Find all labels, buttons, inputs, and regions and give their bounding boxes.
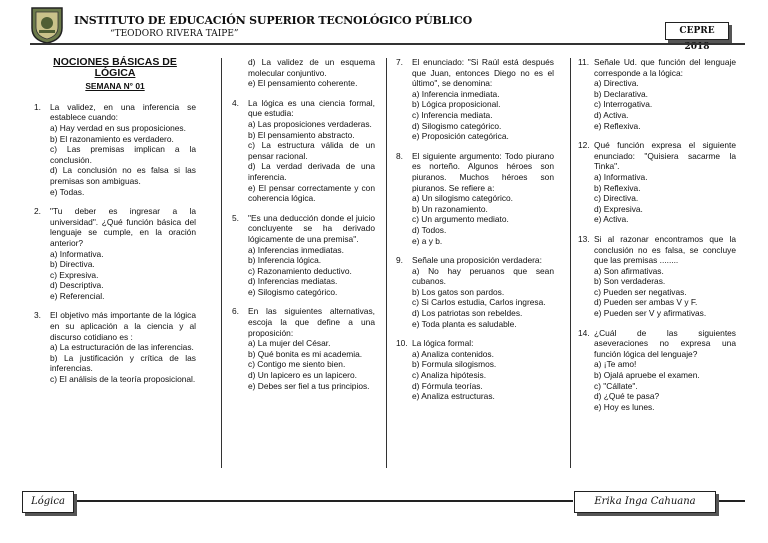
option: c) Expresiva.: [50, 269, 99, 280]
option: e) Todas.: [50, 186, 85, 197]
option: d) Descriptiva.: [50, 280, 104, 291]
cepre-badge: CEPRE 2018: [665, 22, 729, 40]
option: e) Debes ser fiel a tus principios.: [248, 380, 370, 391]
question-text: "Tu deber es ingresar a la universidad". ¿Qué función básica del lenguaje se cumple, en la oración anterior?: [50, 206, 196, 248]
question-12: [578, 140, 736, 225]
option: b) Formula silogismos.: [412, 359, 497, 370]
option: c) Un argumento mediato.: [412, 214, 509, 225]
question-number: 1.: [34, 101, 41, 112]
institute-logo-icon: [30, 6, 64, 44]
question-text: Señale una proposición verdadera:: [412, 255, 542, 266]
option: c) Directiva.: [594, 193, 639, 204]
question-8: [396, 151, 554, 246]
option: e) Referencial.: [50, 290, 105, 301]
option: e) Silogismo categórico.: [248, 286, 338, 297]
question-text: Señale Ud. que función del lenguaje corresponde a la lógica:: [594, 57, 736, 78]
question-text: La lógica es una ciencia formal, que estudia:: [248, 97, 375, 119]
footer-divider: [68, 500, 573, 502]
option: a) Son afirmativas.: [594, 265, 664, 276]
question-text: En las siguientes alternativas, escoja la que define a una proposición:: [248, 306, 375, 338]
option: d) ¿Qué te pasa?: [594, 391, 660, 402]
option: e) El pensamiento coherente.: [248, 78, 358, 89]
question-number: 14.: [578, 327, 590, 338]
question-number: 9.: [396, 255, 403, 266]
option: e) Reflexiva.: [594, 120, 641, 131]
option: c) Pueden ser negativas.: [594, 286, 687, 297]
question-number: 8.: [396, 150, 403, 161]
document-title: NOCIONES BÁSICAS DE LÓGICA: [53, 56, 177, 79]
option: b) Inferencia lógica.: [248, 255, 322, 266]
option: e) Analiza estructuras.: [412, 391, 495, 402]
question-3: [34, 310, 196, 384]
question-number: 12.: [578, 140, 590, 151]
column-divider: [570, 58, 571, 468]
option: d) Los patriotas son rebeldes.: [412, 308, 523, 319]
question-number: 3.: [34, 310, 41, 321]
option: e) Pueden ser V y afirmativas.: [594, 308, 707, 319]
question-text: Si al razonar encontramos que la conclusión no es falsa, se concluye que las premisas ........: [594, 233, 736, 266]
option: a) Un silogismo categórico.: [412, 193, 514, 204]
option: d) Expresiva.: [594, 203, 643, 214]
question-number: 4.: [232, 97, 239, 108]
option: b) El pensamiento abstracto.: [248, 129, 355, 140]
option: b) Los gatos son pardos.: [412, 286, 505, 297]
option: b) Directiva.: [50, 259, 95, 270]
question-number: 5.: [232, 212, 239, 223]
option: c) Interrogativa.: [594, 99, 653, 110]
column-4: [578, 57, 736, 421]
page-header: [0, 0, 768, 50]
question-text: La lógica formal:: [412, 338, 474, 349]
option: d) Pueden ser ambas V y F.: [594, 297, 698, 308]
option: e) El pensar correctamente y con coherencia lógica.: [248, 182, 375, 204]
question-3-continued: [232, 57, 375, 89]
question-number: 13.: [578, 233, 590, 244]
option: a) Directiva.: [594, 78, 639, 89]
option: a) Informativa.: [50, 248, 104, 259]
option: d) La conclusión no es falsa si las premisas son ambiguas.: [50, 165, 196, 186]
option: a) Informativa.: [594, 171, 648, 182]
option: e) Hoy es lunes.: [594, 401, 655, 412]
option: b) Reflexiva.: [594, 182, 641, 193]
option: e) Proposición categórica.: [412, 131, 509, 142]
option: c) Las premisas implican a la conclusión.: [50, 144, 196, 165]
option: c) Si Carlos estudia, Carlos ingresa.: [412, 297, 546, 308]
week-label: SEMANA N° 01: [85, 81, 145, 92]
question-number: 2.: [34, 206, 41, 217]
question-text: La validez, en una inferencia se establece cuando:: [50, 101, 196, 123]
question-5: [232, 213, 375, 298]
footer-author: Erika Inga Cahuana: [574, 491, 716, 513]
question-6: [232, 306, 375, 391]
option: d) La validez de un esquema molecular conjuntivo.: [248, 57, 375, 78]
column-2: [232, 57, 375, 400]
institute-name: INSTITUTO DE EDUCACIÓN SUPERIOR TECNOLÓGICO PÚBLICO: [74, 14, 472, 27]
column-1: [34, 57, 196, 394]
header-divider: [30, 43, 745, 45]
option: d) Activa.: [594, 109, 629, 120]
question-9: [396, 255, 554, 329]
question-text: "Es una deducción donde el juicio concluyente se ha derivado lógicamente de una premisa".: [248, 212, 375, 244]
option: b) Qué bonita es mi academia.: [248, 348, 363, 359]
column-divider: [386, 58, 387, 468]
option: b) Ojalá apruebe el examen.: [594, 370, 700, 381]
option: a) Las proposiciones verdaderas.: [248, 118, 372, 129]
option: d) Un lapicero es un lapicero.: [248, 370, 357, 381]
question-text: Qué función expresa el siguiente enunciado: "Quisiera sacarme la Tinka".: [594, 140, 736, 172]
option: a) No hay peruanos que sean cubanos.: [412, 265, 554, 287]
option: c) "Cállate".: [594, 380, 638, 391]
question-1: [34, 102, 196, 197]
question-text: El siguiente argumento: Todo piurano es norteño. Algunos héroes son piuranos. Muchos héroes son piuranos. Se refiere a:: [412, 150, 554, 193]
footer-subject: Lógica: [22, 491, 74, 513]
option: a) Hay verdad en sus proposiciones.: [50, 122, 186, 133]
option: b) Lógica proposicional.: [412, 99, 501, 110]
option: c) La estructura válida de un pensar racional.: [248, 140, 375, 161]
option: c) Contigo me siento bien.: [248, 359, 346, 370]
question-number: 10.: [396, 338, 408, 349]
option: d) Inferencias mediatas.: [248, 276, 338, 287]
option: c) Inferencia mediata.: [412, 109, 493, 120]
option: a) La mujer del César.: [248, 338, 331, 349]
option: c) Razonamiento deductivo.: [248, 265, 352, 276]
question-number: 7.: [396, 57, 403, 67]
option: b) Declarativa.: [594, 88, 648, 99]
option: a) Inferencia inmediata.: [412, 88, 500, 99]
option: a) La estructuración de las inferencias.: [50, 342, 194, 353]
option: a) Inferencias inmediatas.: [248, 244, 344, 255]
option: a) ¡Te amo!: [594, 359, 637, 370]
option: b) Son verdaderas.: [594, 276, 666, 287]
column-divider: [221, 58, 222, 468]
question-13: [578, 234, 736, 319]
question-4: [232, 98, 375, 204]
option: e) Toda planta es saludable.: [412, 318, 517, 329]
option: d) La verdad derivada de una inferencia.: [248, 161, 375, 182]
option: b) El razonamiento es verdadero.: [50, 133, 174, 144]
footer-divider: [715, 500, 745, 502]
option: d) Todos.: [412, 224, 447, 235]
question-14: [578, 328, 736, 413]
question-11: [578, 57, 736, 131]
question-number: 6.: [232, 306, 239, 317]
option: c) El análisis de la teoría proposicional.: [50, 374, 196, 385]
option: e) Activa.: [594, 214, 629, 225]
question-text: El objetivo más importante de la lógica en su aplicación a la ciencia y al discurso cotidiano es :: [50, 310, 196, 342]
option: d) Silogismo categórico.: [412, 120, 502, 131]
option: c) Analiza hipótesis.: [412, 370, 487, 381]
option: a) Analiza contenidos.: [412, 348, 494, 359]
question-number: 11.: [578, 57, 590, 67]
institute-subtitle: “TEODORO RIVERA TAIPE”: [110, 29, 239, 39]
question-text: El enunciado: "Si Raúl está después que Juan, entonces Diego no es el último", se denomina:: [412, 57, 554, 89]
option: b) La justificación y crítica de las inferencias.: [50, 352, 196, 374]
option: d) Fórmula teorías.: [412, 380, 483, 391]
question-2: [34, 206, 196, 301]
column-3: [396, 57, 554, 411]
question-7: [396, 57, 554, 142]
question-text: ¿Cuál de las siguientes aseveraciones no expresa una función lógica del lenguaje?: [594, 327, 736, 359]
question-10: [396, 338, 554, 402]
option: e) a y b.: [412, 235, 443, 246]
option: b) Un razonamiento.: [412, 203, 488, 214]
